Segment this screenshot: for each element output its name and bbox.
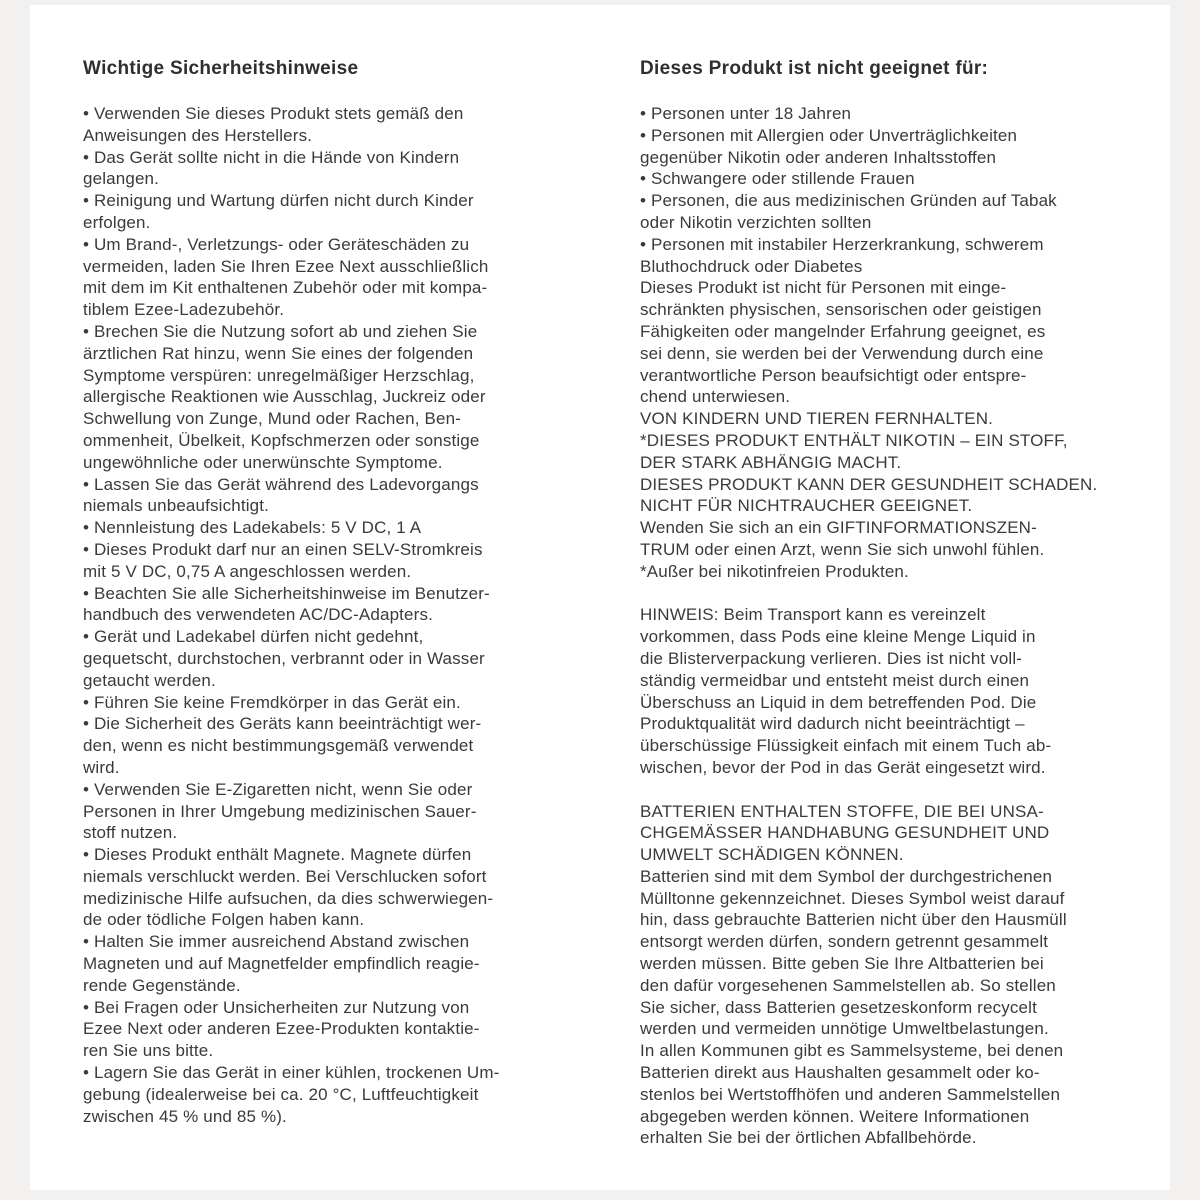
text-line: • Personen unter 18 Jahren	[640, 104, 852, 123]
text-line: • Personen, die aus medizinischen Gründen auf Tabak	[640, 191, 1057, 211]
text-line: ren Sie uns bitte.	[83, 1041, 214, 1061]
text-line: *Außer bei nikotinfreien Produkten.	[640, 561, 909, 581]
text-line: Anweisungen des Herstellers.	[83, 125, 313, 145]
text-line: allergische Reaktionen wie Ausschlag, Juckreiz oder	[83, 387, 486, 407]
text-line: *DIESES PRODUKT ENTHÄLT NIKOTIN – EIN STOFF,	[640, 430, 1068, 450]
text-line: • Reinigung und Wartung dürfen nicht durch Kinder	[83, 191, 474, 211]
text-line: • Die Sicherheit des Geräts kann beeinträchtigt wer-	[83, 714, 482, 734]
text-line: vorkommen, dass Pods eine kleine Menge Liquid in	[640, 627, 1036, 647]
text-line: werden müssen. Bitte geben Sie Ihre Altbatterien bei	[640, 954, 1044, 974]
text-line: Bluthochdruck oder Diabetes	[640, 256, 863, 276]
document-page	[30, 5, 1170, 1190]
text-line: DER STARK ABHÄNGIG MACHT.	[640, 452, 902, 472]
text-line: stenlos bei Wertstoffhöfen und anderen Sammelstellen	[640, 1084, 1061, 1104]
text-line: Überschuss an Liquid in dem betreffenden Pod. Die	[640, 692, 1037, 712]
text-line: ommenheit, Übelkeit, Kopfschmerzen oder sonstige	[83, 430, 480, 450]
text-line: sei denn, sie werden bei der Verwendung durch eine	[640, 343, 1044, 363]
text-line: wischen, bevor der Pod in das Gerät eingesetzt wird.	[640, 757, 1046, 777]
text-line: schränkten physischen, sensorischen oder geistigen	[640, 300, 1042, 320]
text-line: rende Gegenstände.	[83, 975, 241, 995]
text-line: ungewöhnliche oder unerwünschte Symptome.	[83, 452, 443, 472]
text-line: DIESES PRODUKT KANN DER GESUNDHEIT SCHADEN.	[640, 474, 1098, 494]
text-line: • Verwenden Sie dieses Produkt stets gemäß den	[83, 104, 464, 123]
text-line: CHGEMÄSSER HANDHABUNG GESUNDHEIT UND	[640, 823, 1050, 843]
text-line: chend unterwiesen.	[640, 387, 791, 407]
text-line: niemals unbeaufsichtigt.	[83, 496, 269, 516]
text-line: HINWEIS: Beim Transport kann es vereinzelt	[640, 605, 986, 625]
text-line: • Um Brand-, Verletzungs- oder Geräteschäden zu	[83, 234, 470, 254]
text-line: • Personen mit Allergien oder Unverträglichkeiten	[640, 125, 1018, 145]
text-line: UMWELT SCHÄDIGEN KÖNNEN.	[640, 845, 904, 865]
text-line	[640, 779, 1165, 801]
text-line: Personen in Ihrer Umgebung medizinischen Sauer-	[83, 801, 477, 821]
text-line: verantwortliche Person beaufsichtigt oder entspre-	[640, 365, 1027, 385]
not-suitable-column	[640, 58, 1165, 1149]
text-line: BATTERIEN ENTHALTEN STOFFE, DIE BEI UNSA-	[640, 801, 1044, 821]
text-line: Batterien sind mit dem Symbol der durchgestrichenen	[640, 866, 1053, 886]
text-line: Produktqualität wird dadurch nicht beeinträchtigt –	[640, 714, 1025, 734]
text-line: • Das Gerät sollte nicht in die Hände von Kindern	[83, 147, 460, 167]
text-line: Wenden Sie sich an ein GIFTINFORMATIONSZEN-	[640, 518, 1037, 538]
text-line: Batterien direkt aus Haushalten gesammelt oder ko-	[640, 1063, 1040, 1083]
text-line: • Dieses Produkt enthält Magnete. Magnete dürfen	[83, 845, 472, 865]
text-line: stoff nutzen.	[83, 823, 178, 843]
text-line: • Lagern Sie das Gerät in einer kühlen, trockenen Um-	[83, 1063, 500, 1083]
text-line: TRUM oder einen Arzt, wenn Sie sich unwohl fühlen.	[640, 539, 1045, 559]
text-line: ständig vermeidbar und entsteht meist durch einen	[640, 670, 1030, 690]
text-line: • Dieses Produkt darf nur an einen SELV-Stromkreis	[83, 539, 483, 559]
text-line: Schwellung von Zunge, Mund oder Rachen, Ben-	[83, 409, 461, 429]
text-line: niemals verschluckt werden. Bei Verschlucken sofort	[83, 866, 487, 886]
text-line: den, wenn es nicht bestimmungsgemäß verwendet	[83, 736, 474, 756]
text-line: medizinische Hilfe aufsuchen, da dies schwerwiegen-	[83, 888, 494, 908]
not-suitable-heading: Dieses Produkt ist nicht geeignet für:	[640, 58, 989, 79]
text-line: • Verwenden Sie E-Zigaretten nicht, wenn Sie oder	[83, 779, 473, 799]
text-line: zwischen 45 % und 85 %).	[83, 1106, 287, 1126]
text-line: • Schwangere oder stillende Frauen	[640, 169, 915, 189]
text-line: • Nennleistung des Ladekabels: 5 V DC, 1 A	[83, 518, 422, 538]
text-line: erhalten Sie bei der örtlichen Abfallbehörde.	[640, 1128, 977, 1148]
text-line: • Lassen Sie das Gerät während des Ladevorgangs	[83, 474, 479, 494]
text-line: Magneten und auf Magnetfelder empfindlich reagie-	[83, 954, 480, 974]
text-line: den dafür vorgesehenen Sammelstellen ab. So stellen	[640, 975, 1056, 995]
text-line: In allen Kommunen gibt es Sammelsysteme, bei denen	[640, 1041, 1064, 1061]
text-line: Fähigkeiten oder mangelnder Erfahrung geeignet, es	[640, 321, 1046, 341]
text-line: • Beachten Sie alle Sicherheitshinweise im Benutzer-	[83, 583, 490, 603]
safety-instructions-heading: Wichtige Sicherheitshinweise	[83, 58, 359, 79]
text-line: mit dem im Kit enthaltenen Zubehör oder mit kompa-	[83, 278, 488, 298]
text-line: ärztlichen Rat hinzu, wenn Sie eines der folgenden	[83, 343, 474, 363]
text-line: NICHT FÜR NICHTRAUCHER GEEIGNET.	[640, 496, 973, 516]
text-line: • Gerät und Ladekabel dürfen nicht gedehnt,	[83, 627, 424, 647]
text-line: VON KINDERN UND TIEREN FERNHALTEN.	[640, 409, 994, 429]
not-suitable-text	[640, 103, 1165, 1149]
text-line: • Bei Fragen oder Unsicherheiten zur Nutzung von	[83, 997, 470, 1017]
text-line: abgegeben werden können. Weitere Informationen	[640, 1106, 1030, 1126]
safety-instructions-column	[83, 58, 598, 1127]
text-line: gelangen.	[83, 169, 160, 189]
text-line: • Personen mit instabiler Herzerkrankung, schwerem	[640, 234, 1044, 254]
text-line: handbuch des verwendeten AC/DC-Adapters.	[83, 605, 433, 625]
text-line: Dieses Produkt ist nicht für Personen mit einge-	[640, 278, 1007, 298]
text-line: gegenüber Nikotin oder anderen Inhaltsstoffen	[640, 147, 997, 167]
text-line: überschüssige Flüssigkeit einfach mit einem Tuch ab-	[640, 736, 1052, 756]
text-line: Ezee Next oder anderen Ezee-Produkten kontaktie-	[83, 1019, 480, 1039]
text-line: • Halten Sie immer ausreichend Abstand zwischen	[83, 932, 470, 952]
text-line: gebung (idealerweise bei ca. 20 °C, Luftfeuchtigkeit	[83, 1084, 479, 1104]
text-line: mit 5 V DC, 0,75 A angeschlossen werden.	[83, 561, 412, 581]
text-line: erfolgen.	[83, 212, 151, 232]
text-line: tiblem Ezee-Ladezubehör.	[83, 300, 285, 320]
safety-instructions-text	[83, 103, 598, 1127]
text-line: die Blisterverpackung verlieren. Dies ist nicht voll-	[640, 648, 1023, 668]
text-line: oder Nikotin verzichten sollten	[640, 212, 872, 232]
text-line: entsorgt werden dürfen, sondern getrennt gesammelt	[640, 932, 1049, 952]
text-line	[640, 583, 1165, 605]
text-line: wird.	[83, 757, 120, 777]
text-line: vermeiden, laden Sie Ihren Ezee Next ausschließlich	[83, 256, 489, 276]
text-line: gequetscht, durchstochen, verbrannt oder in Wasser	[83, 648, 485, 668]
text-line: • Führen Sie keine Fremdkörper in das Gerät ein.	[83, 692, 461, 712]
text-line: werden und vermeiden unnötige Umweltbelastungen.	[640, 1019, 1049, 1039]
text-line: Mülltonne gekennzeichnet. Dieses Symbol weist darauf	[640, 888, 1065, 908]
text-line: Sie sicher, dass Batterien gesetzeskonform recycelt	[640, 997, 1037, 1017]
text-line: Symptome verspüren: unregelmäßiger Herzschlag,	[83, 365, 475, 385]
text-line: getaucht werden.	[83, 670, 216, 690]
text-line: de oder tödliche Folgen haben kann.	[83, 910, 365, 930]
text-line: • Brechen Sie die Nutzung sofort ab und ziehen Sie	[83, 321, 478, 341]
text-line: hin, dass gebrauchte Batterien nicht über den Hausmüll	[640, 910, 1067, 930]
